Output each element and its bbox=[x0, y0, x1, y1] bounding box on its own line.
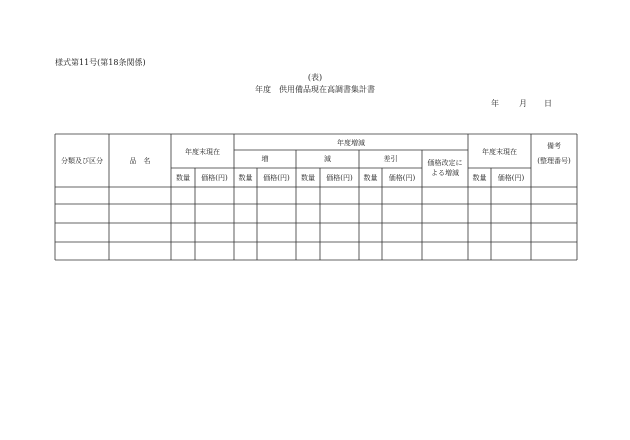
header-quantity: 数量 bbox=[301, 174, 315, 182]
header-price: 価格(円) bbox=[263, 174, 290, 182]
date-day: 日 bbox=[544, 99, 552, 108]
form-label: 様式第11号(第18条関係) bbox=[55, 58, 146, 67]
header-change: 年度増減 bbox=[337, 139, 365, 147]
header-quantity: 数量 bbox=[176, 174, 190, 182]
header-quantity: 数量 bbox=[238, 174, 253, 182]
header-revaluation-line1: 価格改定に bbox=[427, 159, 463, 167]
header-remarks-line2: (整理番号) bbox=[537, 157, 571, 165]
header-item-name: 品 名 bbox=[129, 157, 151, 165]
header-quantity: 数量 bbox=[472, 174, 487, 182]
date-month: 月 bbox=[519, 99, 527, 108]
header-decrease: 減 bbox=[324, 155, 331, 163]
header-category: 分類及び区分 bbox=[61, 157, 103, 165]
header-price: 価格(円) bbox=[388, 174, 416, 182]
header-price: 価格(円) bbox=[497, 174, 525, 182]
header-quantity: 数量 bbox=[363, 174, 378, 182]
header-net: 差引 bbox=[383, 155, 398, 163]
date-year: 年 bbox=[491, 99, 499, 108]
header-remarks-line1: 備考 bbox=[547, 142, 561, 150]
header-price: 価格(円) bbox=[201, 174, 228, 182]
table-tag: (表) bbox=[307, 73, 323, 82]
header-current-year-end: 年度末現在 bbox=[482, 148, 517, 156]
document-title: 年度 供用備品現在高調書集計書 bbox=[255, 85, 375, 94]
header-price: 価格(円) bbox=[326, 174, 353, 182]
header-increase: 増 bbox=[261, 155, 269, 163]
header-revaluation-line2: よる増減 bbox=[431, 169, 459, 177]
header-prev-year-end: 年度末現在 bbox=[185, 148, 220, 156]
